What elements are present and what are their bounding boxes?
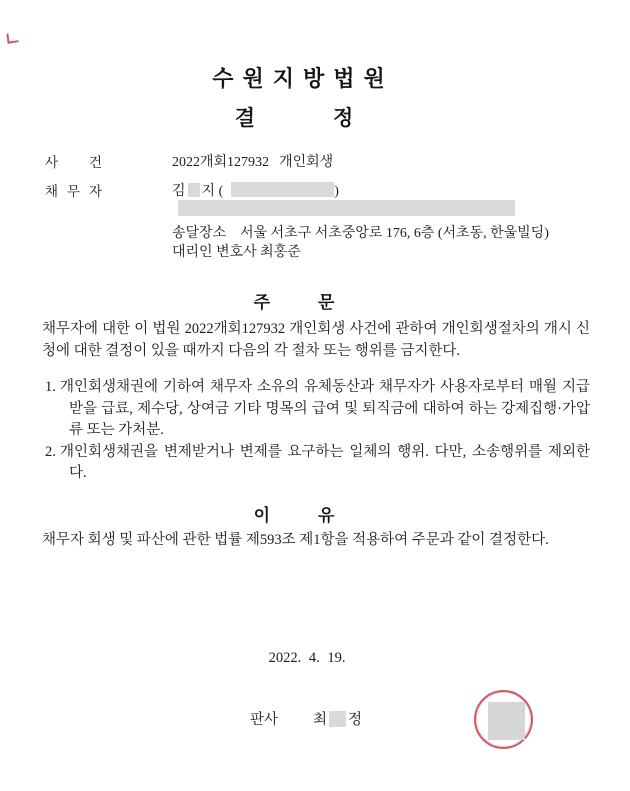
judge-name-last: 정 (348, 712, 363, 728)
case-value (172, 151, 333, 171)
corner-stamp-mark (6, 32, 18, 43)
case-label (45, 151, 102, 171)
debtor-name-third: 지 (201, 184, 216, 199)
service-place-address: 서울 서초구 서초중앙로 176, 6층 (서초동, 한울빌딩) (240, 226, 549, 241)
judge-label: 판사 (250, 712, 279, 728)
reason-body-paragraph: 채무자 회생 및 파산에 관한 법률 제593조 제1항을 적용하여 주문과 같이 결정한다. (42, 532, 549, 548)
debtor-label-char: 채 (45, 184, 59, 199)
order-body-paragraph: 채무자에 대한 이 법원 2022개회127932 개인회생 사건에 관하여 개인회생절차의 개시 신청에 대한 결정이 있을 때까지 다음의 각 절차 또는 행위를 금지한다. (42, 321, 590, 359)
paren-close: ) (334, 184, 339, 199)
seal-redaction-box (488, 702, 525, 740)
service-place-label: 송달장소 (172, 226, 227, 241)
item-number: 2. (45, 443, 56, 460)
official-seal-stamp (474, 690, 533, 749)
case-number: 2022개회127932 (172, 155, 270, 170)
judge-name-redaction-box (329, 711, 346, 727)
decision-title-left: 결 (234, 107, 255, 130)
name-redaction-box (188, 183, 200, 197)
representative-value: 대리인 변호사 최홍준 (172, 245, 301, 260)
case-label-char: 사 (45, 155, 59, 170)
decision-date: 2022. 4. 19. (268, 650, 346, 666)
order-heading-left: 주 (253, 293, 270, 312)
reason-heading-left: 이 (253, 506, 270, 525)
debtor-name-first: 김 (172, 184, 186, 199)
order-section-heading (0, 288, 588, 313)
order-heading-right: 문 (318, 293, 335, 312)
decision-title-right: 정 (333, 107, 354, 130)
id-redaction-box (231, 182, 334, 197)
reason-section-heading (0, 501, 588, 526)
debtor-label (45, 180, 102, 200)
case-type: 개인회생 (279, 155, 334, 170)
document-type-title (0, 102, 588, 132)
order-list (42, 377, 590, 485)
case-label-char: 건 (88, 155, 102, 170)
item-number: 1. (45, 379, 56, 395)
court-name-title: 수원지방법원 (212, 66, 394, 91)
debtor-label-char: 무 (66, 184, 81, 199)
debtor-name-value (172, 180, 339, 200)
service-address-value (172, 222, 549, 242)
judge-name-first: 최 (313, 712, 328, 728)
debtor-label-char: 자 (88, 184, 102, 199)
reason-heading-right: 유 (318, 506, 335, 525)
item-text: 개인회생채권에 기하여 채무자 소유의 유체동산과 채무자가 사용자로부터 매월 지급받을 급료, 제수당, 상여금 기타 명목의 급여 및 퇴직금에 대하여 하는 강제집행·가압류 또는 가처분. (60, 379, 590, 439)
order-list-item (42, 442, 590, 485)
judge-row (250, 708, 362, 729)
paren-open: ( (218, 184, 224, 199)
address-redaction-bar (178, 200, 515, 216)
item-text: 개인회생채권을 변제받거나 변제를 요구하는 일체의 행위. 다만, 소송행위를 제외한다. (60, 443, 590, 482)
order-list-item (42, 377, 590, 442)
